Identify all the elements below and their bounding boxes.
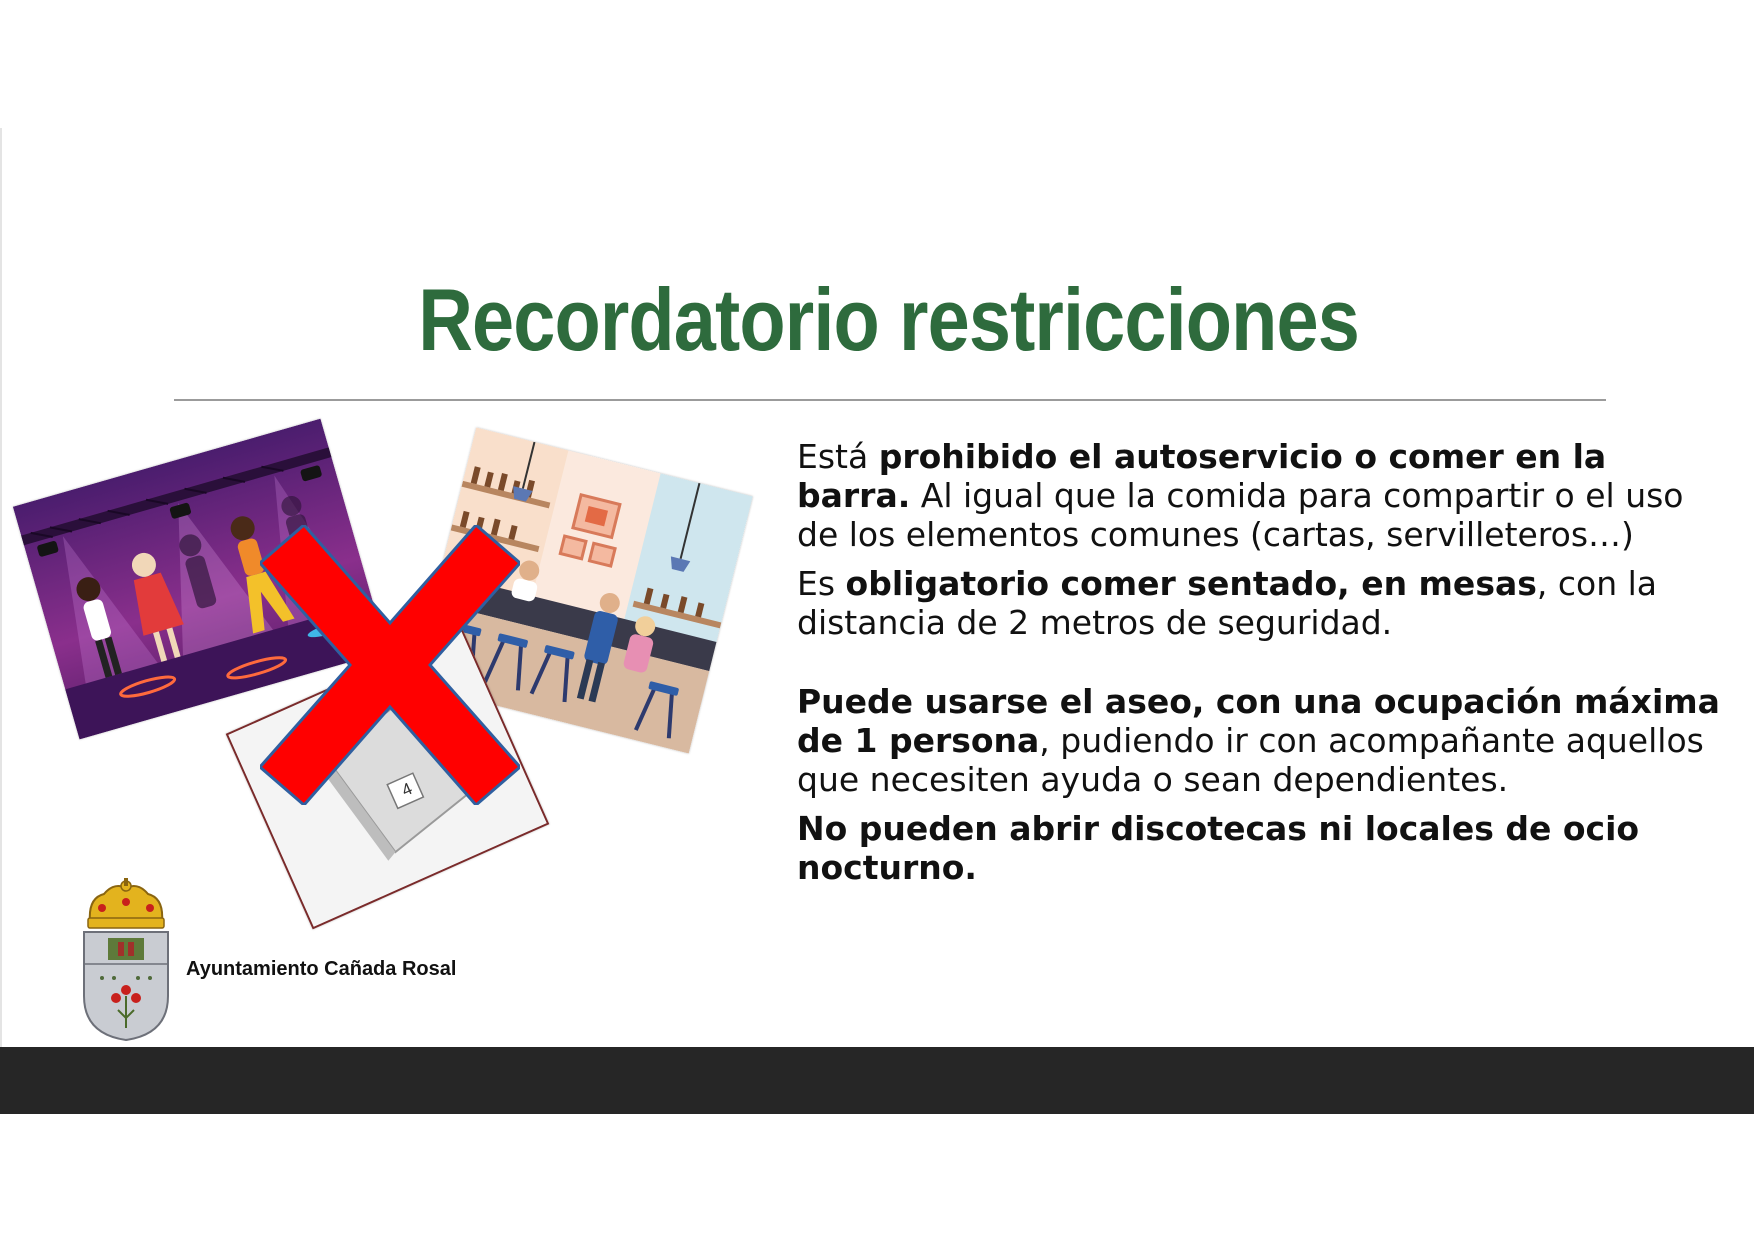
rule-paragraph-self-service — [797, 437, 1727, 554]
rule-emphasis: Puede usarse el aseo, con una ocupación máxima de 1 persona — [797, 682, 1720, 760]
napkin-holder-number: 4 — [398, 778, 416, 801]
slide-title: Recordatorio restricciones — [418, 270, 1359, 369]
rule-emphasis: prohibido el autoservicio o comer en la barra. — [797, 437, 1607, 515]
rule-rest: Al igual que la comida para compartir o el uso de los elementos comunes (cartas, servilleteros…) — [797, 476, 1684, 554]
rule-rest: , pudiendo ir con acompañante aquellos que necesiten ayuda o sean dependientes. — [797, 721, 1704, 799]
rule-lead: Es — [797, 564, 846, 603]
rule-rest: , con la distancia de 2 metros de seguridad. — [797, 564, 1657, 642]
rule-lead: Está — [797, 437, 879, 476]
municipal-crest-icon — [80, 878, 172, 1042]
footer-bar — [0, 1047, 1754, 1114]
rule-emphasis: No pueden abrir discotecas ni locales de ocio nocturno. — [797, 809, 1640, 887]
rule-paragraph-seated — [797, 564, 1727, 642]
title-divider — [174, 399, 1606, 401]
rule-paragraph-restroom — [797, 682, 1727, 799]
rule-paragraph-nightlife — [797, 809, 1727, 887]
restrictions-text — [797, 437, 1727, 897]
prohibited-x-icon — [260, 525, 520, 805]
rule-emphasis: obligatorio comer sentado, en mesas — [845, 564, 1537, 603]
organization-name: Ayuntamiento Cañada Rosal — [186, 958, 457, 980]
